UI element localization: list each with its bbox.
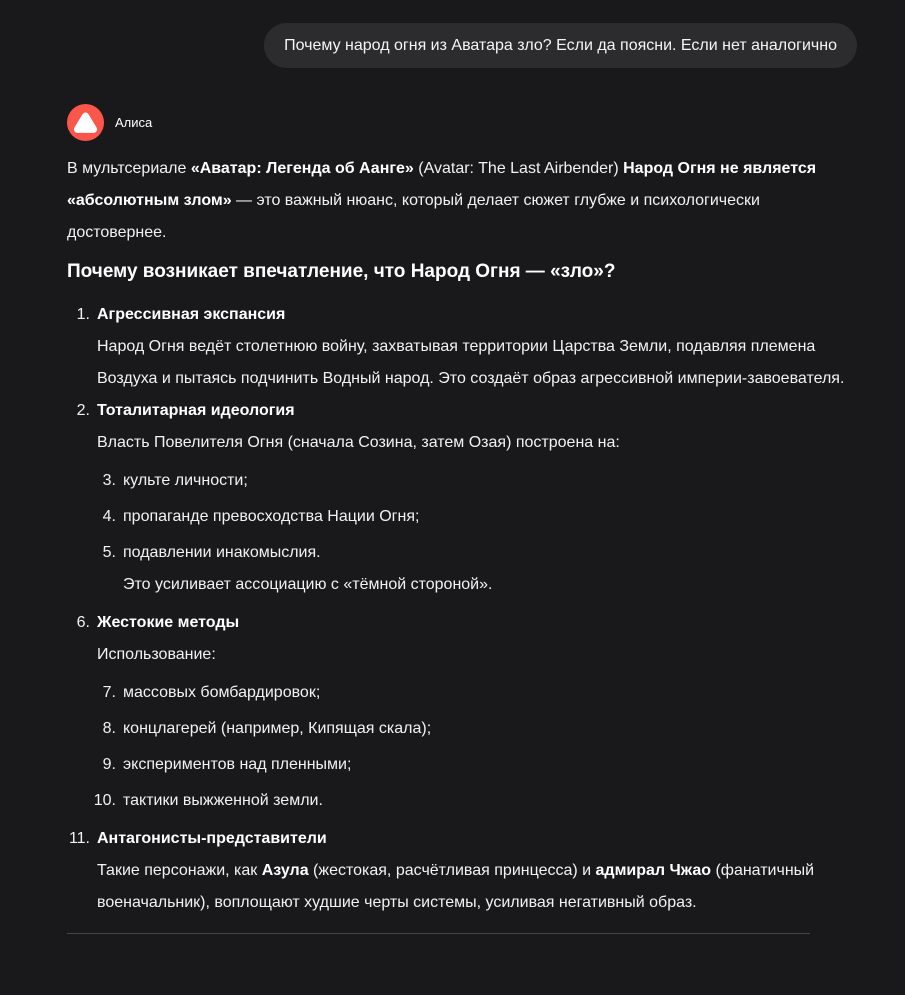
list-item-2 [67, 395, 860, 459]
list-number: 1. [76, 306, 90, 323]
item-body-text: Такие персонажи, как [97, 862, 262, 879]
assistant-header [67, 104, 860, 141]
item-body-bold-zhao: адмирал Чжао [595, 862, 711, 879]
item-body: экспериментов над пленными; [123, 756, 352, 773]
intro-text: В мультсериале [67, 160, 191, 177]
alice-avatar-icon [67, 104, 104, 141]
sub-list-methods [93, 677, 860, 817]
assistant-name: Алиса [115, 115, 153, 130]
item-body: концлагерей (например, Кипящая скала); [123, 720, 432, 737]
list-number: 8. [102, 720, 116, 737]
user-message-bubble[interactable] [264, 23, 857, 68]
item-body: массовых бомбардировок; [123, 684, 321, 701]
list-item-4 [93, 501, 860, 533]
intro-bold-title: «Аватар: Легенда об Аанге» [190, 160, 414, 177]
item-body: Народ Огня ведёт столетнюю войну, захватывая территории Царства Земли, подавляя племена Воздуха и пытаясь подчинить Водный народ. Это создаёт образ агрессивной империи-завоевателя. [97, 338, 845, 387]
list-number: 9. [102, 756, 116, 773]
list-item-10 [93, 785, 860, 817]
list-item-6 [67, 607, 860, 671]
item-title: Тоталитарная идеология [97, 402, 295, 419]
item-body-bold-azula: Азула [261, 862, 309, 879]
list-number: 2. [76, 402, 90, 419]
assistant-message [67, 104, 860, 934]
list-item-3 [93, 465, 860, 497]
list-item-11 [67, 823, 860, 919]
intro-paragraph [67, 153, 860, 249]
list-item-5 [93, 537, 860, 601]
item-body: пропаганде превосходства Нации Огня; [123, 508, 420, 525]
list-number: 10. [93, 792, 116, 809]
list-number: 4. [102, 508, 116, 525]
list-item-1 [67, 299, 860, 395]
item-body: подавлении инакомыслия. [123, 544, 321, 561]
intro-text: (Avatar: The Last Airbender) [413, 160, 624, 177]
list-number: 7. [102, 684, 116, 701]
item-body: тактики выжженной земли. [123, 792, 323, 809]
item-title: Антагонисты-представители [97, 830, 327, 847]
list-number: 5. [102, 544, 116, 561]
item-body-text: (фанатичный военачальник), воплощают худшие черты системы, усиливая негативный образ. [97, 862, 815, 911]
user-message-row [0, 0, 905, 68]
user-message-text: Почему народ огня из Аватара зло? Если да поясни. Если нет аналогично [284, 37, 837, 54]
list-item-9 [93, 749, 860, 781]
item-body: Власть Повелителя Огня (сначала Созина, затем Озая) построена на: [97, 434, 620, 451]
item-body: культе личности; [123, 472, 248, 489]
intro-text: — это важный нюанс, который делает сюжет глубже и психологически достовернее. [67, 192, 760, 241]
item-title: Агрессивная экспансия [97, 306, 286, 323]
sub-list-ideology [93, 465, 860, 601]
intro-bold-statement: Народ Огня не является «абсолютным злом» [67, 160, 817, 209]
list-item-8 [93, 713, 860, 745]
list-item-7 [93, 677, 860, 709]
list-number: 3. [102, 472, 116, 489]
list-number: 11. [68, 830, 90, 847]
item-title: Жестокие методы [97, 614, 240, 631]
item-note: Это усиливает ассоциацию с «тёмной стороной». [123, 576, 493, 593]
answer-list [67, 299, 860, 919]
message-divider [67, 933, 810, 934]
item-body [97, 855, 860, 919]
list-number: 6. [76, 614, 90, 631]
item-body-text: (жестокая, расчётливая принцесса) и [308, 862, 596, 879]
alice-triangle-logo [67, 104, 104, 141]
item-body: Использование: [97, 646, 216, 663]
section-heading: Почему возникает впечатление, что Народ Огня — «зло»? [67, 261, 616, 282]
